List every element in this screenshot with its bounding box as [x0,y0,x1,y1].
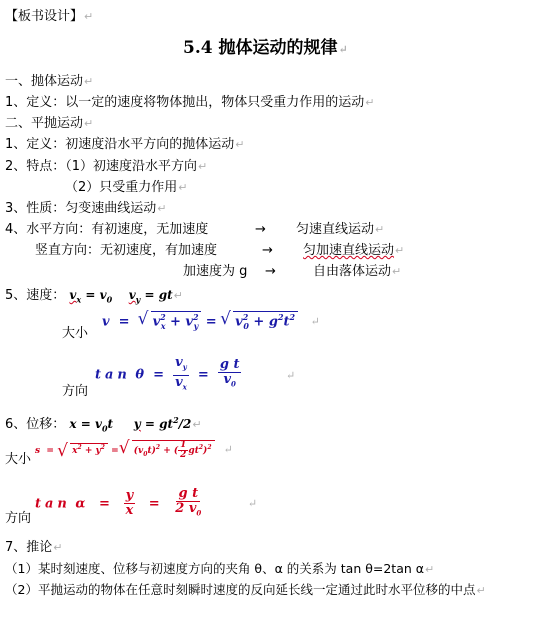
vx-symbol: $v_x$ [69,288,82,305]
paragraph-mark: ↵ [84,75,94,88]
displacement-line: 6、位移： $x = v_0t$ $y = gt^2/2↵$ [5,415,202,434]
page-title-text: 5.4 抛体运动的规律 [183,38,338,58]
paragraph-mark: ↵ [192,418,202,431]
feature-text: 2、特点：（1）初速度沿水平方向 [5,159,198,174]
velocity-magnitude-formula: v = √ $v^2_x + v^2_y$ = √ $v^2_0 + g^2t^2$ ↵ [102,311,320,331]
page-title [183,40,348,58]
paragraph-mark: ↵ [425,563,435,576]
paragraph-mark: ↵ [375,223,385,236]
free-fall-label: 自由落体运动↵ [313,264,402,279]
definition-text: 1、定义：初速度沿水平方向的抛体运动 [5,137,235,152]
paragraph-mark: ↵ [84,117,94,130]
paragraph-mark: ↵ [84,10,94,23]
paragraph-mark: ↵ [338,43,348,56]
feature-2 [65,180,188,196]
heading-text: 二、平抛运动 [5,116,84,131]
uniform-motion-label: 匀速直线运动↵ [296,222,385,237]
nature-line [5,201,167,217]
magnitude-label: 大小 [62,326,89,341]
paragraph-mark: ↵ [395,244,405,257]
paragraph-mark: ↵ [476,584,486,597]
paragraph-mark: ↵ [235,138,245,151]
vertical-direction-line [35,243,217,259]
acceleration-line: 加速度为 g [183,264,248,279]
paragraph-mark: ↵ [198,160,208,173]
arrow-icon: → [255,222,266,237]
horizontal-direction-text: 4、水平方向：有初速度，无加速度 [5,222,209,237]
velocity-direction-formula: tan θ = $\frac{v_y}{v_x}$ = $\frac{\text{g t}}{v_0}$ ↵ [95,355,296,392]
vertical-direction-text: 竖直方向：无初速度，有加速度 [35,243,218,258]
vy-symbol: $v_y$ [128,288,141,305]
projectile-definition [5,95,375,111]
displacement-magnitude-label: 大小 [5,452,32,467]
displacement-magnitude-formula: s = √ $x^2 + y^2$ = √ $(v_0t)^2$ + ( $\frac{1}{2}$ $gt^2)^2$ ↵ [35,440,233,460]
heading-horizontal-projectile [5,116,93,132]
accelerated-motion-label: 匀加速直线运动↵ [303,243,405,258]
paragraph-mark: ↵ [392,265,402,278]
feature-text: （2）只受重力作用 [65,180,178,195]
paragraph-mark: ↵ [173,289,183,302]
displacement-direction-label: 方向 [5,511,32,526]
section-tag [5,9,93,25]
velocity-line: 5、速度： $v_x = v_0$ $v_y$ = gt↵ [5,288,183,305]
feature-1 [5,159,207,175]
direction-label: 方向 [62,384,89,399]
nature-text: 3、性质：匀变速曲线运动 [5,201,157,216]
paragraph-mark: ↵ [365,96,375,109]
heading-projectile-motion [5,74,93,90]
inference-1: （1）某时刻速度、位移与初速度方向的夹角 θ、α 的关系为 tan θ=2tan α↵ [5,561,435,576]
paragraph-mark: ↵ [157,202,167,215]
paragraph-mark: ↵ [53,541,63,554]
inference-heading: 7、推论↵ [5,540,63,555]
definition-text: 1、定义：以一定的速度将物体抛出，物体只受重力作用的运动 [5,95,365,110]
horizontal-definition [5,137,245,153]
heading-text: 一、抛体运动 [5,74,84,89]
y-symbol: y [133,417,141,431]
section-tag-text: 【板书设计】 [5,9,84,24]
inference-2: （2）平抛运动的物体在任意时刻瞬时速度的反向延长线一定通过此时水平位移的中点↵ [5,582,486,597]
displacement-direction-formula: tan α = $\frac{y}{x}$ = $\frac{\text{g t}}{2 v_0}$ ↵ [35,486,258,519]
horizontal-direction-line [5,222,208,238]
arrow-icon: → [265,264,276,279]
paragraph-mark: ↵ [178,181,188,194]
arrow-icon: → [262,243,273,258]
